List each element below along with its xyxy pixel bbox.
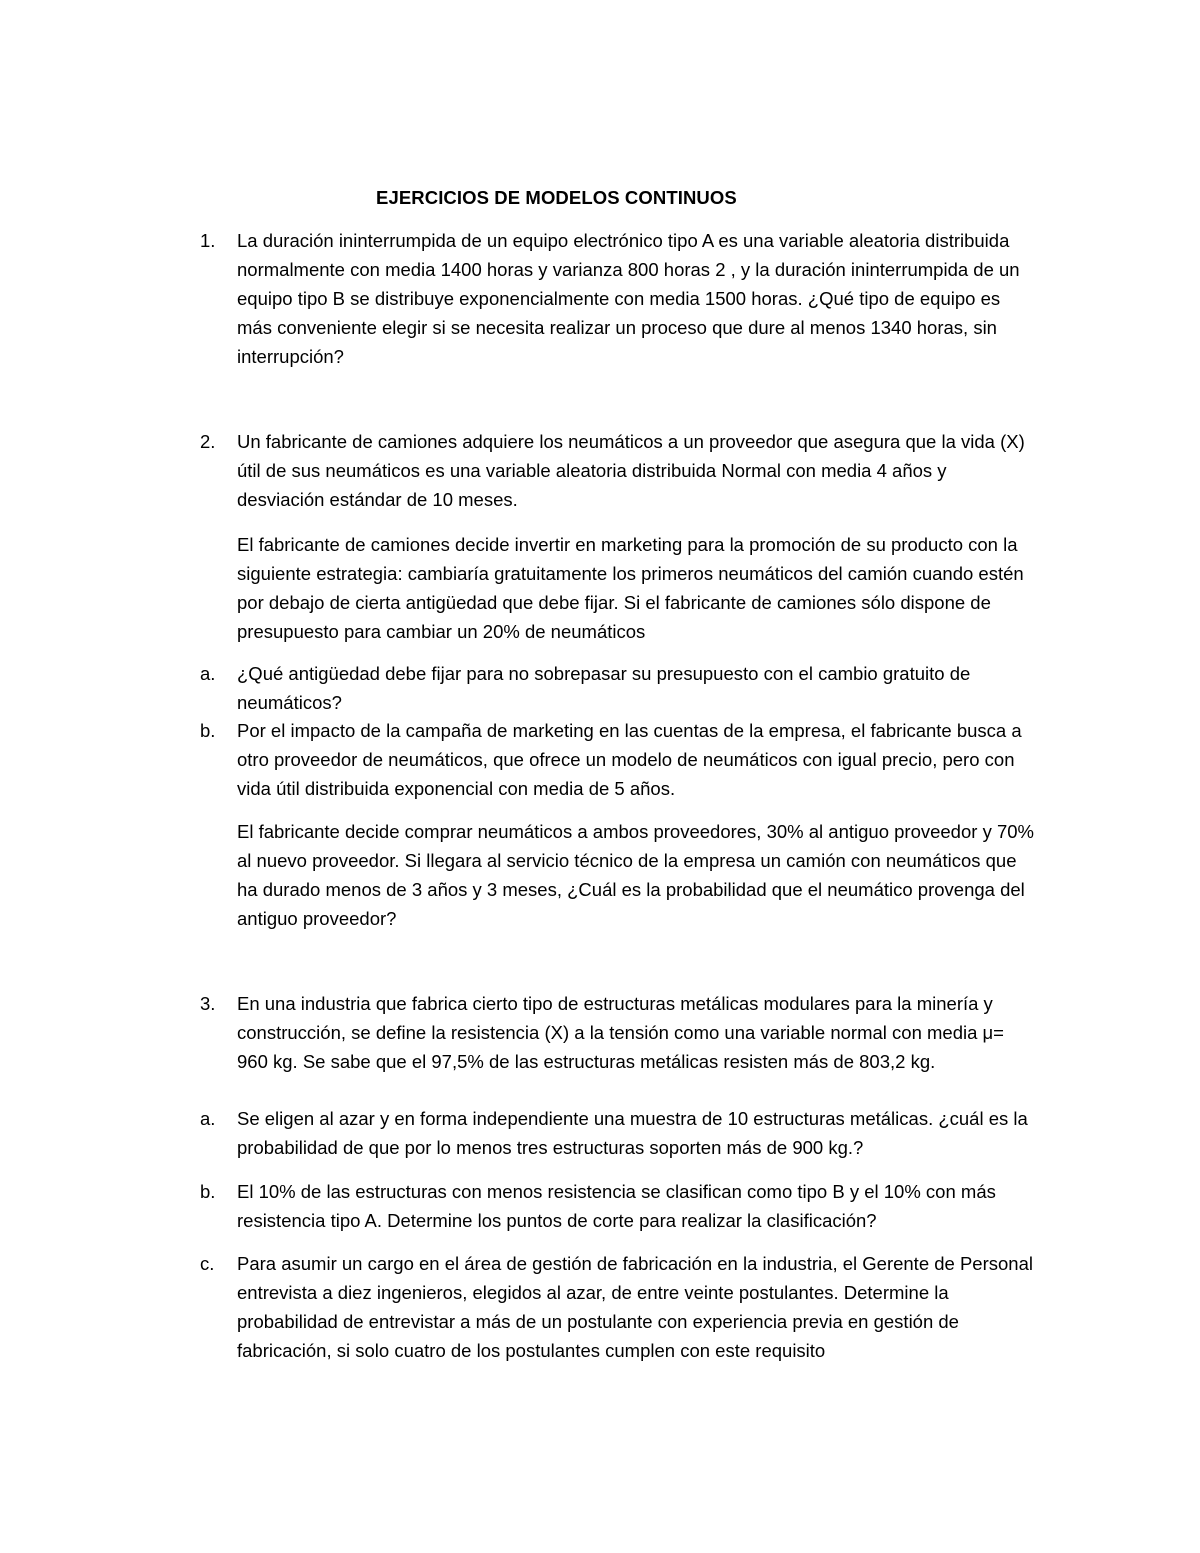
exercise-3c-letter: c.: [200, 1253, 215, 1274]
exercise-3b-letter: b.: [200, 1181, 216, 1202]
exercise-3b-text: El 10% de las estructuras con menos resistencia se clasifican como tipo B y el 10% con más resistencia tipo A. Determine los puntos de corte para realizar la clasificación?: [237, 1181, 996, 1231]
exercise-3a-letter: a.: [200, 1108, 216, 1129]
exercise-2b-letter: b.: [200, 720, 216, 741]
exercise-3b: [200, 1177, 1040, 1235]
exercise-2b-text: Por el impacto de la campaña de marketing en las cuentas de la empresa, el fabricante busca a otro proveedor de neumáticos, que ofrece un modelo de neumáticos con igual precio, pero con vida útil distribuida exponencial con media de 5 años.: [237, 720, 1022, 799]
exercise-3c-text: Para asumir un cargo en el área de gestión de fabricación en la industria, el Gerente de Personal entrevista a diez ingenieros, elegidos al azar, de entre veinte postulantes. Determine la probabilidad de entrevistar a más de un postulante con experiencia previa en gestión de fabricación, si solo cuatro de los postulantes cumplen con este requisito: [237, 1253, 1033, 1361]
exercise-1-text: La duración ininterrumpida de un equipo electrónico tipo A es una variable aleatoria distribuida normalmente con media 1400 horas y varianza 800 horas 2 , y la duración ininterrumpida de un equipo tipo B se distribuye exponencialmente con media 1500 horas. ¿Qué tipo de equipo es más conveniente elegir si se necesita realizar un proceso que dure al menos 1340 horas, sin interrupción?: [237, 230, 1020, 367]
exercise-2a-letter: a.: [200, 663, 216, 684]
exercise-3-number: 3.: [200, 993, 216, 1014]
exercise-1-number: 1.: [200, 230, 216, 251]
exercise-2a: [200, 659, 1040, 717]
exercise-3c: [200, 1249, 1040, 1365]
exercise-3a-text: Se eligen al azar y en forma independiente una muestra de 10 estructuras metálicas. ¿cuál es la probabilidad de que por lo menos tres estructuras soporten más de 900 kg.?: [237, 1108, 1028, 1158]
document-title: EJERCICIOS DE MODELOS CONTINUOS: [376, 187, 737, 208]
exercise-3: [200, 989, 1040, 1076]
exercise-2: [200, 427, 1040, 514]
exercise-2b-paragraph: El fabricante decide comprar neumáticos a ambos proveedores, 30% al antiguo proveedor y 70% al nuevo proveedor. Si llegara al servicio técnico de la empresa un camión con neumáticos que ha durado menos de 3 años y 3 meses, ¿Cuál es la probabilidad que el neumático provenga del antiguo proveedor?: [237, 821, 1034, 929]
exercise-2-number: 2.: [200, 431, 216, 452]
exercise-3-text: En una industria que fabrica cierto tipo de estructuras metálicas modulares para la minería y construcción, se define la resistencia (X) a la tensión como una variable normal con media μ= 960 kg. Se sabe que el 97,5% de las estructuras metálicas resisten más de 803,2 kg.: [237, 993, 1004, 1072]
exercise-1: [200, 226, 1040, 371]
exercise-2-paragraph: El fabricante de camiones decide invertir en marketing para la promoción de su producto con la siguiente estrategia: cambiaría gratuitamente los primeros neumáticos del camión cuando estén por debajo de cierta antigüedad que debe fijar. Si el fabricante de camiones sólo dispone de presupuesto para cambiar un 20% de neumáticos: [237, 534, 1024, 642]
exercise-2b: [200, 716, 1040, 803]
exercise-3a: [200, 1104, 1040, 1162]
exercise-2a-text: ¿Qué antigüedad debe fijar para no sobrepasar su presupuesto con el cambio gratuito de neumáticos?: [237, 663, 971, 713]
exercise-2-text: Un fabricante de camiones adquiere los neumáticos a un proveedor que asegura que la vida (X) útil de sus neumáticos es una variable aleatoria distribuida Normal con media 4 años y desviación estándar de 10 meses.: [237, 431, 1025, 510]
